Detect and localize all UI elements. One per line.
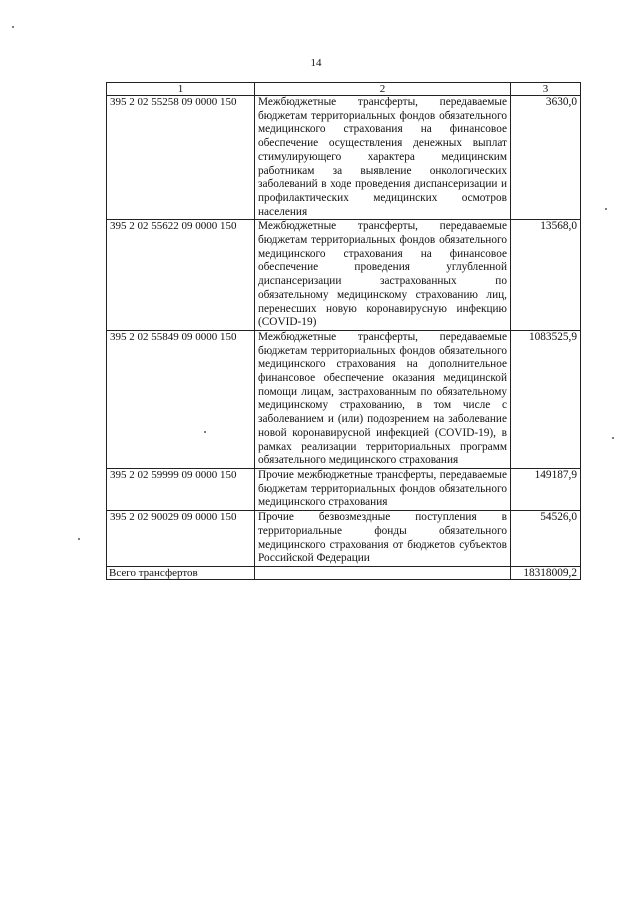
scan-speck (605, 208, 607, 210)
transfer-amount: 1083525,9 (511, 330, 581, 468)
transfer-description: Прочие безвозмездные поступления в территориальные фонды обязательного медицинского страхования от бюджетов субъектов Российской Федерации (255, 511, 511, 567)
column-header-2: 2 (255, 83, 511, 96)
scan-speck (612, 437, 614, 439)
table-row (107, 511, 581, 567)
total-row (107, 566, 581, 579)
column-header-3: 3 (511, 83, 581, 96)
column-header-1: 1 (107, 83, 255, 96)
transfer-amount: 54526,0 (511, 511, 581, 567)
transfer-description: Прочие межбюджетные трансферты, передаваемые бюджетам территориальных фондов обязательного медицинского страхования (255, 468, 511, 510)
scan-speck (78, 538, 80, 540)
table-row (107, 330, 581, 468)
scan-speck (12, 26, 14, 28)
transfer-description: Межбюджетные трансферты, передаваемые бюджетам территориальных фондов обязательного медицинского страхования на финансовое обеспечение осуществления денежных выплат стимулирующего характера медицинским работникам за выявление онкологических заболеваний в ходе проведения диспансеризации и профилактических медицинских осмотров населения (255, 96, 511, 220)
budget-code: 395 2 02 59999 09 0000 150 (107, 468, 255, 510)
transfer-description: Межбюджетные трансферты, передаваемые бюджетам территориальных фондов обязательного медицинского страхования на дополнительное финансовое обеспечение оказания медицинской помощи лицам, застрахованным по обязательному медицинскому страхованию, в том числе с заболеванием и (или) подозрением на заболевание новой коронавирусной инфекцией (COVID-19), в рамках реализации территориальных программ обязательного медицинского страхования (255, 330, 511, 468)
transfer-amount: 13568,0 (511, 220, 581, 331)
budget-code: 395 2 02 55849 09 0000 150 (107, 330, 255, 468)
total-empty-cell (255, 566, 511, 579)
table-row (107, 468, 581, 510)
table-header-row (107, 83, 581, 96)
page-number: 14 (310, 57, 322, 69)
transfer-amount: 3630,0 (511, 96, 581, 220)
budget-code: 395 2 02 90029 09 0000 150 (107, 511, 255, 567)
table-row (107, 96, 581, 220)
transfers-table (106, 82, 581, 580)
transfer-amount: 149187,9 (511, 468, 581, 510)
budget-code: 395 2 02 55258 09 0000 150 (107, 96, 255, 220)
transfer-description: Межбюджетные трансферты, передаваемые бюджетам территориальных фондов обязательного медицинского страхования на финансовое обеспечение проведения углубленной диспансеризации застрахованных по обязательному медицинскому страхованию лиц, перенесших новую коронавирусную инфекцию (COVID-19) (255, 220, 511, 331)
total-label: Всего трансфертов (107, 566, 255, 579)
total-amount: 18318009,2 (511, 566, 581, 579)
table-row (107, 220, 581, 331)
scan-speck (204, 431, 206, 433)
budget-code: 395 2 02 55622 09 0000 150 (107, 220, 255, 331)
